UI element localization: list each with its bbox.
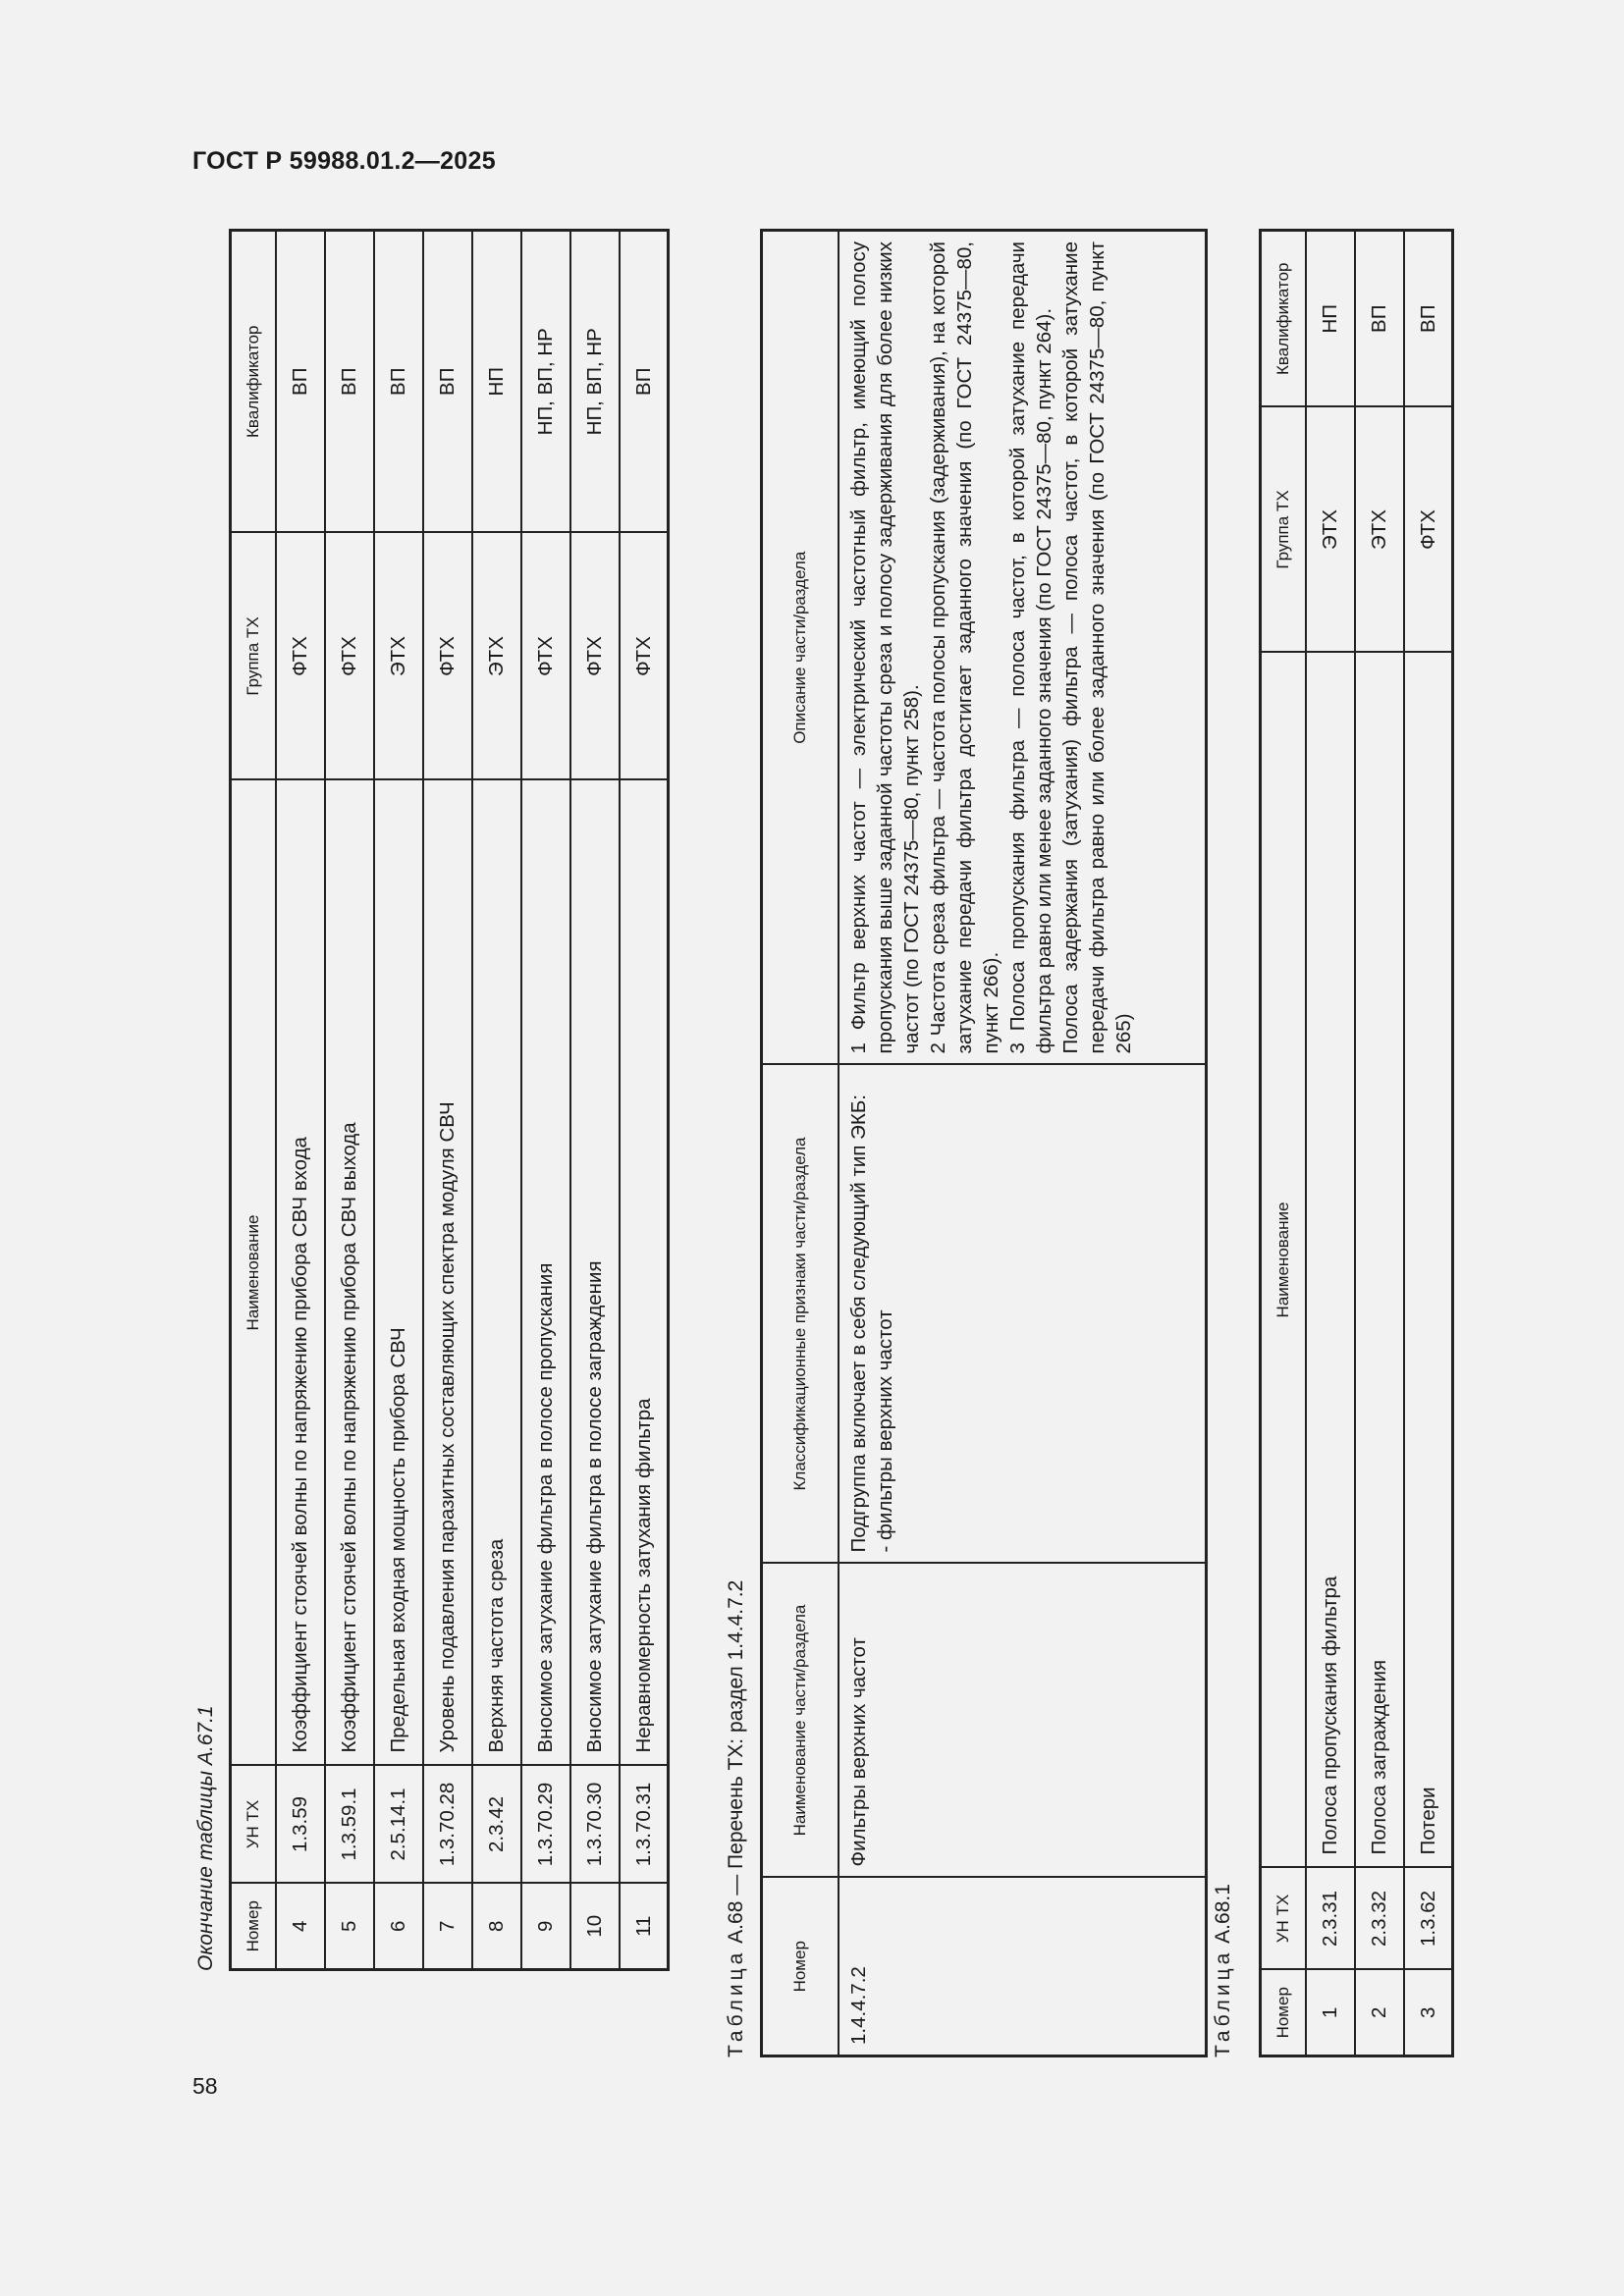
row-name: Фильтры верхних частот: [839, 1564, 1207, 1878]
row-name: Потери: [1404, 653, 1453, 1868]
row-qualifier: ВП: [1404, 231, 1453, 407]
table-68: [760, 229, 1208, 2057]
row-qualifier: НП: [1306, 231, 1355, 407]
description-paragraph: 3 Полоса пропускания фильтра — полоса частот, в которой затухание передачи фильтра равно или менее заданного значения (по ГОСТ 24375—80, пункт 264).: [1005, 241, 1056, 1054]
row-name: Коэффициент стоячей волны по напряжению прибора СВЧ выхода: [325, 780, 374, 1766]
row-un: 1.3.70.31: [620, 1766, 669, 1884]
table-68-1-caption: Таблица А.68.1: [1212, 1884, 1234, 2057]
table-row: [374, 231, 423, 1970]
table-row: [839, 231, 1207, 2056]
row-un: 1.3.70.28: [423, 1766, 472, 1884]
row-number: 7: [423, 1884, 472, 1970]
table-row: [620, 231, 669, 1970]
row-group: ФТХ: [620, 533, 669, 780]
row-number: 1.4.4.7.2: [839, 1878, 1207, 2056]
row-number: 10: [570, 1884, 620, 1970]
table-row: [423, 231, 472, 1970]
table-row: [276, 231, 325, 1970]
row-description: [839, 231, 1207, 1065]
row-group: ФТХ: [521, 533, 570, 780]
row-un: 2.3.31: [1306, 1868, 1355, 1970]
row-group: ЭТХ: [1306, 407, 1355, 653]
classification-line: - фильтры верхних частот: [873, 1309, 896, 1553]
table-68-header-number: Номер: [762, 1878, 839, 2056]
row-group: ФТХ: [570, 533, 620, 780]
row-qualifier: ВП: [325, 231, 374, 533]
row-un: 1.3.62: [1404, 1868, 1453, 1970]
row-group: ЭТХ: [374, 533, 423, 780]
row-number: 3: [1404, 1970, 1453, 2056]
table-row: [1355, 231, 1404, 2056]
row-qualifier: ВП: [423, 231, 472, 533]
row-name: Предельная входная мощность прибора СВЧ: [374, 780, 423, 1766]
row-number: 1: [1306, 1970, 1355, 2056]
row-group: ФТХ: [325, 533, 374, 780]
classification-line: Подгруппа включает в себя следующий тип ЭКБ:: [846, 1095, 870, 1553]
row-name: Полоса заграждения: [1355, 653, 1404, 1868]
table-68-caption: Таблица А.68 — Перечень ТХ: раздел 1.4.4.7.2: [725, 1579, 747, 2057]
row-qualifier: ВП: [1355, 231, 1404, 407]
page-number: 58: [192, 2073, 218, 2099]
row-group: ФТХ: [276, 533, 325, 780]
row-name: Неравномерность затухания фильтра: [620, 780, 669, 1766]
row-qualifier: ВП: [276, 231, 325, 533]
row-qualifier: НП, ВП, НР: [521, 231, 570, 533]
table-67-header-name: Наименование: [231, 780, 276, 1766]
row-un: 2.3.32: [1355, 1868, 1404, 1970]
row-number: 5: [325, 1884, 374, 1970]
table-67-header-qualifier: Квалификатор: [231, 231, 276, 533]
row-name: Вносимое затухание фильтра в полосе пропускания: [521, 780, 570, 1766]
table-67: [229, 229, 670, 1971]
table-67-header-number: Номер: [231, 1884, 276, 1970]
table-row: [472, 231, 521, 1970]
row-classification: [839, 1065, 1207, 1564]
row-number: 2: [1355, 1970, 1404, 2056]
table-row: [521, 231, 570, 1970]
row-group: ФТХ: [423, 533, 472, 780]
row-number: 11: [620, 1884, 669, 1970]
table-67-header-un: УН ТХ: [231, 1766, 276, 1884]
row-qualifier: НП: [472, 231, 521, 533]
table-row: [325, 231, 374, 1970]
table-67-caption: Окончание таблицы А.67.1: [194, 1705, 217, 1971]
row-un: 1.3.70.29: [521, 1766, 570, 1884]
doc-title: ГОСТ Р 59988.01.2—2025: [192, 147, 496, 175]
table-68-header-classification: Классификационные признаки части/раздела: [762, 1065, 839, 1564]
table-row: [570, 231, 620, 1970]
row-un: 1.3.70.30: [570, 1766, 620, 1884]
row-name: Коэффициент стоячей волны по напряжению прибора СВЧ входа: [276, 780, 325, 1766]
table-68-1-header-name: Наименование: [1261, 653, 1306, 1868]
row-name: Верхняя частота среза: [472, 780, 521, 1766]
table-68-1: [1259, 229, 1454, 2057]
row-group: ЭТХ: [1355, 407, 1404, 653]
description-paragraph: Полоса задержания (затухания) фильтра — полоса частот, в которой затухание передачи фильтра равно или более заданного значения (по ГОСТ 24375—80, пункт 265): [1058, 241, 1135, 1054]
table-row: [1306, 231, 1355, 2056]
row-un: 1.3.59: [276, 1766, 325, 1884]
row-name: Вносимое затухание фильтра в полосе заграждения: [570, 780, 620, 1766]
row-qualifier: ВП: [620, 231, 669, 533]
description-paragraph: 2 Частота среза фильтра — частота полосы пропускания (задерживания), на которой затухание передачи фильтра достигает заданного значения (по ГОСТ 24375—80, пункт 266).: [926, 241, 1002, 1054]
description-paragraph: 1 Фильтр верхних частот — электрический частотный фильтр, имеющий полосу пропускания выше заданной частоты среза и полосу задерживания для более низких частот (по ГОСТ 24375—80, пункт 258).: [846, 241, 923, 1054]
row-qualifier: НП, ВП, НР: [570, 231, 620, 533]
table-68-header-description: Описание части/раздела: [762, 231, 839, 1065]
table-68-1-header-qualifier: Квалификатор: [1261, 231, 1306, 407]
table-68-1-header-group: Группа ТХ: [1261, 407, 1306, 653]
row-un: 2.3.42: [472, 1766, 521, 1884]
row-name: Полоса пропускания фильтра: [1306, 653, 1355, 1868]
row-qualifier: ВП: [374, 231, 423, 533]
row-name: Уровень подавления паразитных составляющих спектра модуля СВЧ: [423, 780, 472, 1766]
table-68-header-name: Наименование части/раздела: [762, 1564, 839, 1878]
row-un: 2.5.14.1: [374, 1766, 423, 1884]
table-67-header-group: Группа ТХ: [231, 533, 276, 780]
row-number: 4: [276, 1884, 325, 1970]
row-group: ЭТХ: [472, 533, 521, 780]
table-row: [1404, 231, 1453, 2056]
row-number: 9: [521, 1884, 570, 1970]
row-un: 1.3.59.1: [325, 1766, 374, 1884]
row-number: 8: [472, 1884, 521, 1970]
table-68-1-header-number: Номер: [1261, 1970, 1306, 2056]
row-group: ФТХ: [1404, 407, 1453, 653]
row-number: 6: [374, 1884, 423, 1970]
table-68-1-header-un: УН ТХ: [1261, 1868, 1306, 1970]
